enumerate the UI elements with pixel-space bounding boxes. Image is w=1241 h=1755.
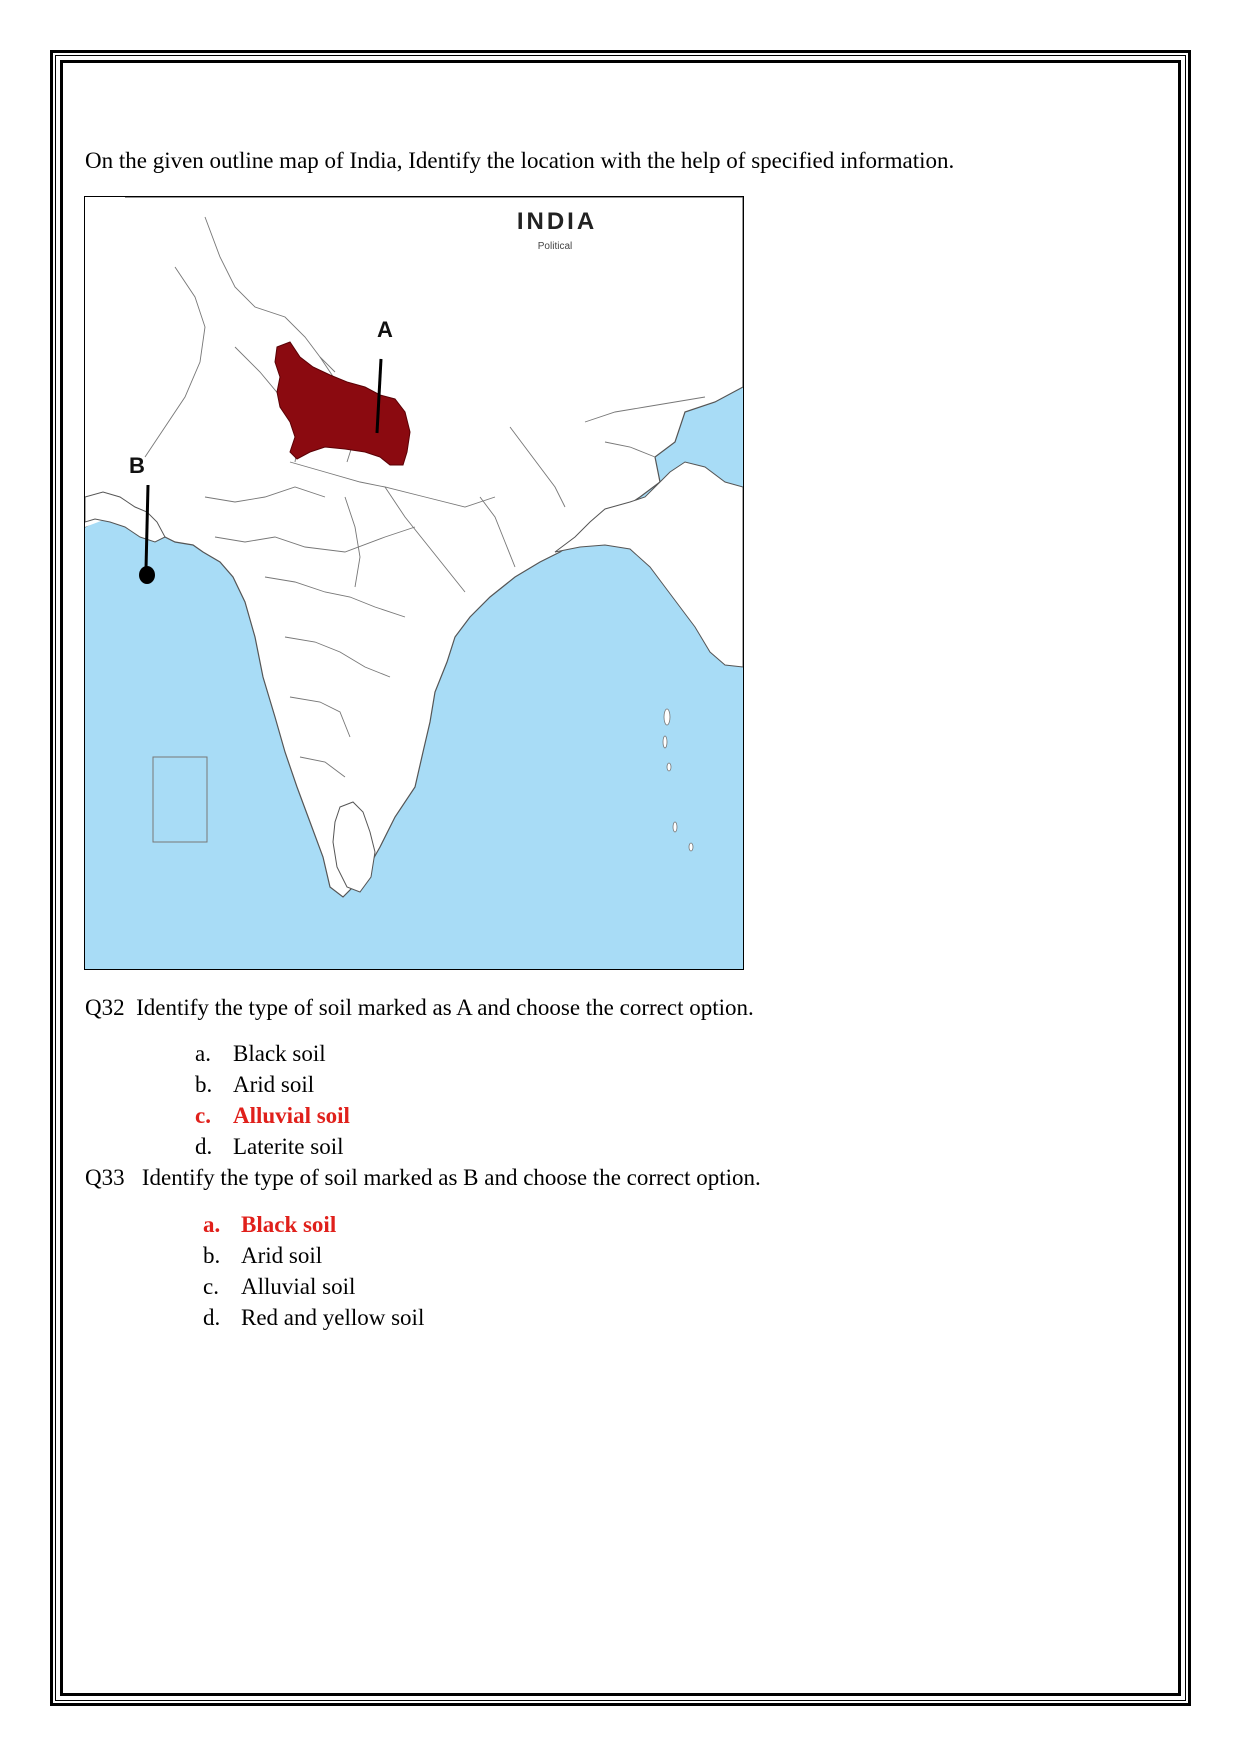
region-b-blob — [139, 566, 155, 584]
question-number: Q32 — [85, 995, 125, 1020]
option-text: Black soil — [233, 1041, 326, 1066]
question-number: Q33 — [85, 1165, 125, 1190]
india-outline-map — [84, 196, 744, 970]
marker-b-line — [146, 485, 148, 569]
map-subtitle: Political — [537, 241, 573, 252]
q32-option-c-correct[interactable] — [195, 1103, 350, 1129]
northwest-land — [85, 197, 125, 527]
q32-option-b[interactable] — [195, 1072, 314, 1098]
question-text: Identify the type of soil marked as A and choose the correct option. — [136, 995, 754, 1020]
q33-option-b[interactable] — [203, 1243, 322, 1269]
marker-b-label: B — [129, 453, 145, 478]
q32-option-d[interactable] — [195, 1134, 344, 1160]
lakshadweep-inset — [153, 757, 207, 842]
option-text: Laterite soil — [233, 1134, 344, 1159]
andaman-islands — [663, 709, 693, 851]
option-letter: d. — [195, 1134, 213, 1159]
instruction-text: On the given outline map of India, Identify the location with the help of specified information. — [85, 148, 955, 173]
option-text: Red and yellow soil — [241, 1305, 425, 1330]
option-letter: c. — [195, 1103, 211, 1128]
question-text: Identify the type of soil marked as B and choose the correct option. — [141, 1165, 761, 1190]
option-text: Black soil — [241, 1212, 337, 1237]
option-text: Alluvial soil — [241, 1274, 356, 1299]
option-text: Arid soil — [241, 1243, 323, 1268]
question-32 — [85, 995, 754, 1021]
q33-option-a-correct[interactable] — [203, 1212, 336, 1238]
marker-a-label: A — [377, 317, 393, 342]
option-letter: b. — [195, 1072, 213, 1097]
option-text: Alluvial soil — [233, 1103, 350, 1128]
q33-option-d[interactable] — [203, 1305, 424, 1331]
option-letter: a. — [203, 1212, 221, 1237]
q33-option-c[interactable] — [203, 1274, 355, 1300]
option-letter: b. — [203, 1243, 221, 1268]
map-title: INDIA — [516, 208, 598, 235]
option-letter: c. — [203, 1274, 219, 1299]
option-text: Arid soil — [233, 1072, 315, 1097]
option-letter: a. — [195, 1041, 211, 1066]
option-letter: d. — [203, 1305, 221, 1330]
question-33 — [85, 1165, 761, 1191]
q32-option-a[interactable] — [195, 1041, 326, 1067]
